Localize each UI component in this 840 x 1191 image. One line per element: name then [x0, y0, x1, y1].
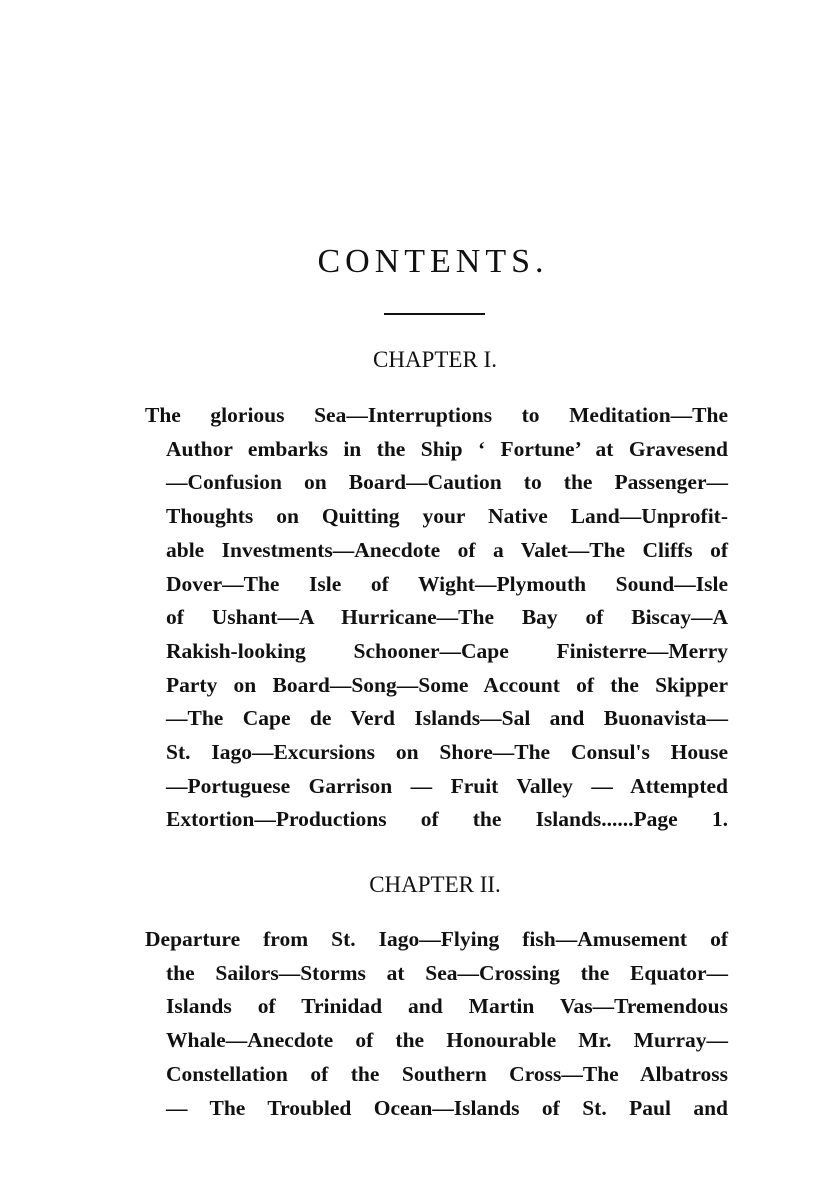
summary-line: The glorious Sea—Interruptions to Meditation—The — [145, 403, 728, 427]
summary-line: —The Cape de Verd Islands—Sal and Buonavista— — [166, 706, 728, 731]
chapter-1-heading: CHAPTER I. — [373, 347, 497, 372]
summary-line: Party on Board—Song—Some Account of the Skipper — [166, 672, 728, 697]
summary-line: Extortion—Productions of the Islands......Page 1. — [166, 807, 728, 832]
summary-line: Rakish-looking Schooner—Cape Finisterre—Merry — [166, 638, 728, 663]
title-divider — [384, 313, 485, 315]
summary-line: Dover—The Isle of Wight—Plymouth Sound—Isle — [166, 571, 728, 596]
summary-line: Constellation of the Southern Cross—The Albatross — [166, 1061, 728, 1086]
summary-line: —Portuguese Garrison — Fruit Valley — Attempted — [166, 773, 728, 798]
summary-line: Author embarks in the Ship ‘ Fortune’ at Gravesend — [166, 436, 728, 461]
summary-line: of Ushant—A Hurricane—The Bay of Biscay—A — [166, 605, 728, 630]
page-title: CONTENTS. — [317, 243, 549, 280]
summary-line: able Investments—Anecdote of a Valet—The Cliffs of — [166, 537, 728, 562]
summary-line: — The Troubled Ocean—Islands of St. Paul and — [166, 1095, 728, 1120]
chapter-2-heading: CHAPTER II. — [369, 872, 501, 897]
summary-line: —Confusion on Board—Caution to the Passenger— — [166, 470, 728, 495]
chapter-2-summary — [145, 923, 728, 1125]
chapter-1-summary — [145, 399, 728, 837]
summary-line: Islands of Trinidad and Martin Vas—Tremendous — [166, 994, 728, 1019]
summary-line: Departure from St. Iago—Flying fish—Amusement of — [145, 927, 728, 951]
summary-line: the Sailors—Storms at Sea—Crossing the Equator— — [166, 960, 728, 985]
summary-line: St. Iago—Excursions on Shore—The Consul's House — [166, 740, 728, 765]
summary-line: Thoughts on Quitting your Native Land—Unprofit- — [166, 504, 728, 529]
summary-line: Whale—Anecdote of the Honourable Mr. Murray— — [166, 1028, 728, 1053]
